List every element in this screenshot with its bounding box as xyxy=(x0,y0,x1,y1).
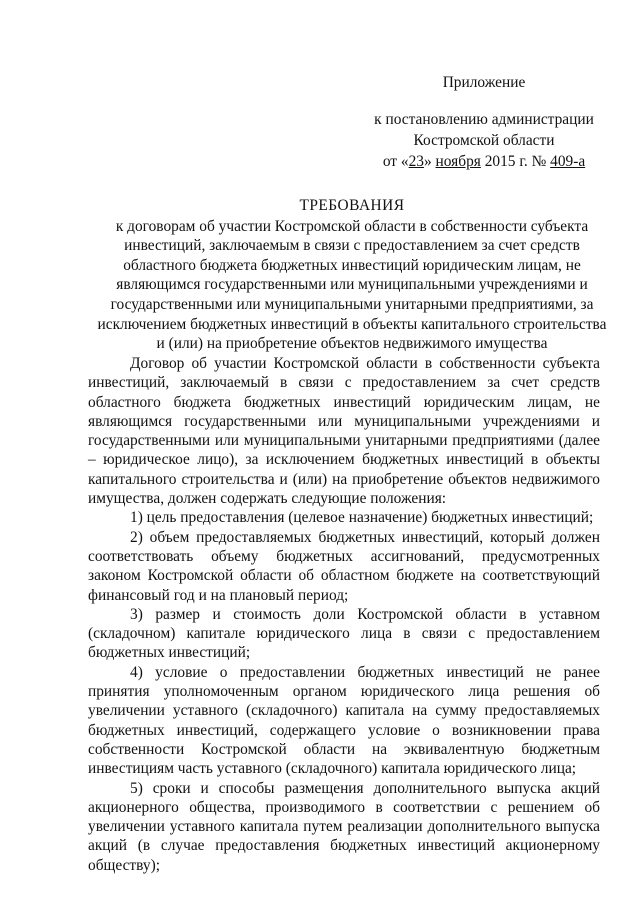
date-month: ноября xyxy=(435,153,481,170)
title-line: исключением бюджетных инвестиций в объекты капитального строительства xyxy=(97,315,607,333)
body-line: обществу); xyxy=(88,856,160,874)
list-item-3: 3) размер и стоимость доли Костромской области в уставном xyxy=(130,605,600,623)
decree-number: 409-а xyxy=(550,153,586,170)
list-item-5: 5) сроки и способы размещения дополнительного выпуска акций xyxy=(130,779,600,797)
date-mid-2: 2015 г. № xyxy=(480,153,551,170)
list-item-4: 4) условие о предоставлении бюджетных инвестиций не ранее xyxy=(130,663,600,681)
stamp-line-1: к постановлению администрации xyxy=(374,111,594,128)
date-prefix: от « xyxy=(382,153,409,170)
body-line: увеличении уставного (складочного) капитала на сумму предоставляемых xyxy=(88,702,600,720)
body-line: законом Костромской области об областном бюджете на соответствующий xyxy=(88,567,600,585)
title-line: к договорам об участии Костромской области в собственности субъекта xyxy=(115,217,589,235)
document-body xyxy=(88,354,600,875)
body-line: акционерного общества, производимого в соответствии с решением об xyxy=(88,798,600,816)
body-line: принятия уполномоченным органом юридического лица решения об xyxy=(88,683,600,701)
body-line: увеличении уставного капитала путем реализации дополнительного выпуска xyxy=(88,818,600,836)
body-line: имущества, должен содержать следующие положения: xyxy=(88,490,447,508)
body-line: (складочном) капитале юридического лица в связи с предоставлением xyxy=(88,625,600,643)
body-line: – юридическое лицо), за исключением бюджетных инвестиций в объекты xyxy=(88,451,600,469)
stamp-date-line xyxy=(359,151,609,172)
title-line: инвестиций, заключаемым в связи с предоставлением за счет средств xyxy=(124,237,580,255)
body-line: областного бюджета бюджетных инвестиций юридическим лицам, не xyxy=(88,393,600,411)
date-mid-1: » xyxy=(423,153,436,170)
body-line: капитального строительства и (или) на приобретение объектов недвижимого xyxy=(88,470,600,488)
body-line: соответствовать объему бюджетных ассигнований, предусмотренных xyxy=(88,547,600,565)
body-line: бюджетных инвестиций, содержащего условие о возникновении права xyxy=(88,721,600,739)
body-line: собственности Костромской области на эквивалентную бюджетным xyxy=(88,740,600,758)
appendix-stamp xyxy=(359,72,609,172)
body-line: являющимся государственными или муниципальными учреждениями и xyxy=(88,412,600,430)
title-line: и (или) на приобретение объектов недвижимого имущества xyxy=(156,335,548,353)
title-line: являющимся государственными или муниципальными учреждениями и xyxy=(116,276,588,294)
date-day: 23 xyxy=(408,153,424,170)
stamp-line-2: Костромской области xyxy=(413,132,555,149)
body-line: Договор об участии Костромской области в собственности субъекта xyxy=(130,355,600,372)
title-heading: ТРЕБОВАНИЯ xyxy=(299,197,405,214)
title-line: государственными или муниципальными унитарными предприятиями, за xyxy=(110,295,594,313)
list-item-1: 1) цель предоставления (целевое назначение) бюджетных инвестиций; xyxy=(130,509,594,527)
body-line: государственными или муниципальными унитарными предприятиями (далее xyxy=(88,432,600,450)
appendix-heading: Приложение xyxy=(442,74,526,91)
body-line: акций (в случае предоставления бюджетных инвестиций акционерному xyxy=(88,837,600,855)
title-line: областного бюджета бюджетных инвестиций юридическим лицам, не xyxy=(123,256,581,274)
document-title xyxy=(92,196,612,354)
body-line: инвестициям часть уставного (складочного) капитала юридического лица; xyxy=(88,760,577,778)
body-line: инвестиций, заключаемый в связи с предоставлением за счет средств xyxy=(88,374,600,392)
body-line: бюджетных инвестиций; xyxy=(88,644,251,662)
list-item-2: 2) объем предоставляемых бюджетных инвестиций, который должен xyxy=(130,528,600,546)
body-line: финансовый год и на плановый период; xyxy=(88,586,349,604)
